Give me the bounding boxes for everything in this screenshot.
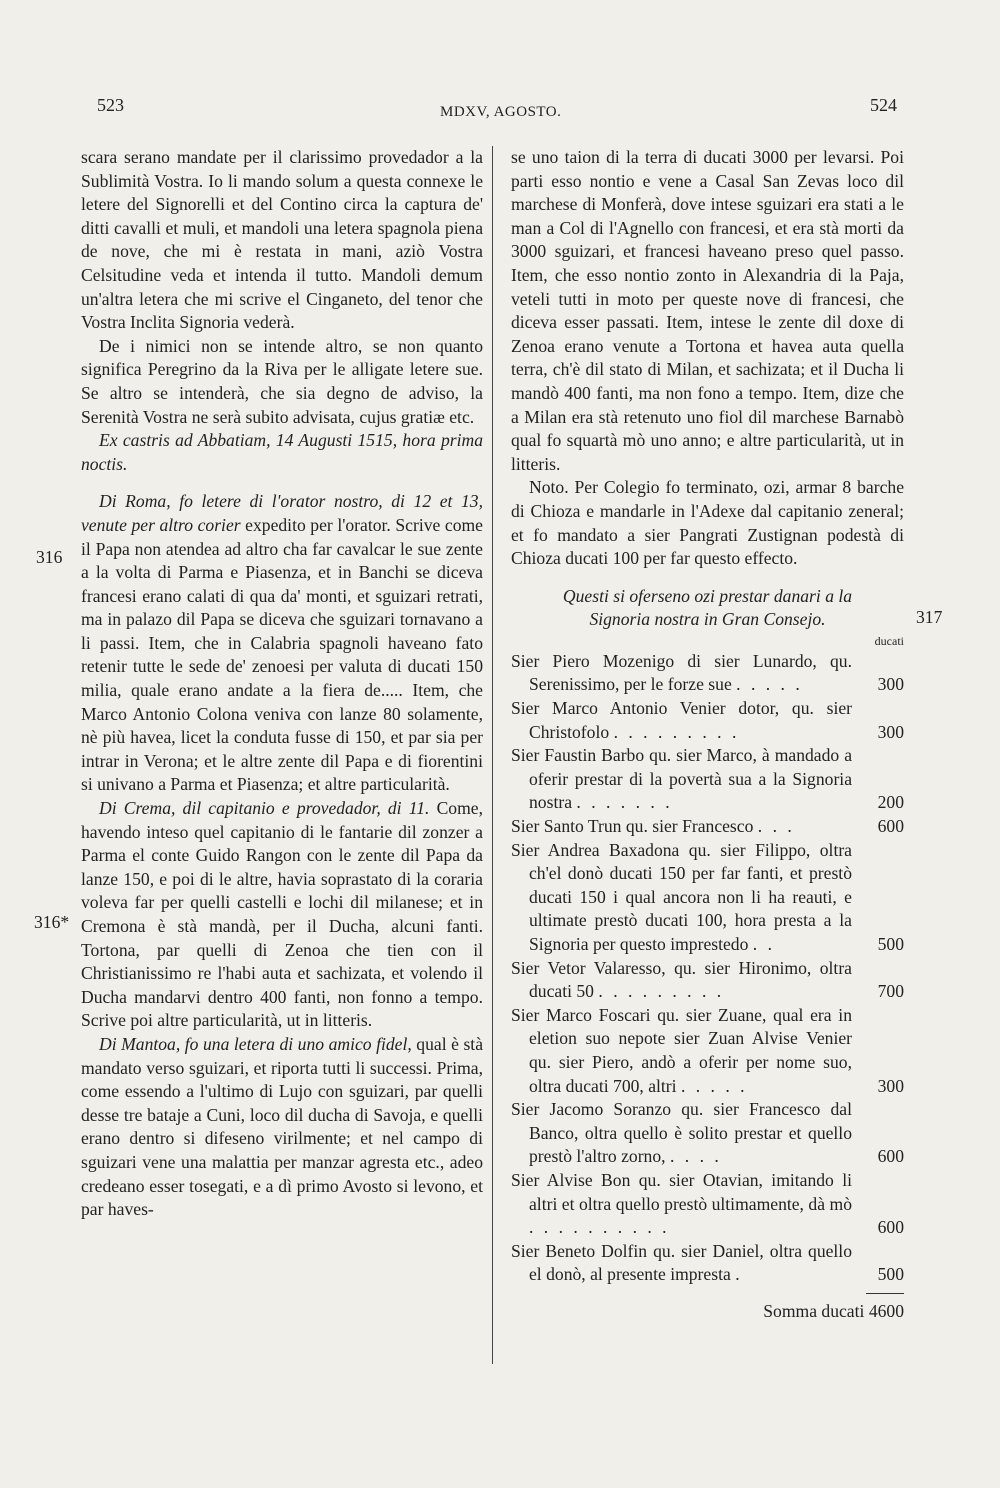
entry-amount: 300 [877, 674, 904, 695]
paragraph: Noto. Per Colegio fo terminato, ozi, armar 8 barche di Chioza e mandarle in l'Adexe dal capitanio zeneral; et fo mandato a sier Pangrati Zustignan podestà di Chioza ducati 100 per far questo effecto. [511, 477, 904, 569]
table-title: Questi si oferseno ozi prestar danari a la Signoria nostra in Gran Consejo. [562, 585, 853, 630]
entry-text: Sier Jacomo Soranzo qu. sier Francesco dal Banco, oltra quello è solito prestar et quello prestò l'altro zorno, [511, 1099, 852, 1167]
running-title: MDXV, AGOSTO. [440, 104, 562, 120]
leader-dots: . [735, 1264, 743, 1285]
ducati-column-label: ducati [874, 633, 904, 648]
loan-entry [511, 839, 904, 957]
page-number-left: 523 [97, 95, 124, 115]
paragraph [81, 490, 483, 797]
paragraph-text: qual è stà mandato verso sguizari, et riporta tutti li successi. Prima, come essendo a l'ultimo di Lujo con sguizari, par quelli desse tre bataje a Cuni, loco dil ducha di Savoja, e quelli erano dentro si difeseno virilmente; et nel campo di sguizari vene una malattia per manzar agresta etc., adeo credeano esser tosegati, e a dì primo Avosto si levono, et par haves- [81, 1033, 483, 1220]
paragraph [81, 797, 483, 1033]
loan-entry [511, 1169, 904, 1240]
entry-amount: 500 [877, 1264, 904, 1285]
entry-text: Sier Faustin Barbo qu. sier Marco, à mandado a oferir prestar di la povertà sua a la Signoria nostra [511, 745, 852, 813]
paragraph-heading: Di Crema, dil capitanio e provedador, di 11. [99, 798, 430, 819]
margin-number: 316* [34, 912, 70, 932]
entry-amount: 300 [877, 721, 904, 742]
left-column [81, 146, 483, 1222]
loan-entry [511, 1098, 904, 1169]
loan-entry [511, 1240, 904, 1287]
paragraph-text: Come, havendo inteso quel capitanio di le fantarie dil zonzer a Parma el conte Guido Rangon con le zente dil Papa da lanze 150, e poi di le altre, havia soprastato di la coraria voleva far per quelli castelli e lochi dil milanese; et in Cremona è stà mandà, per il Ducha, alcuni fanti. Tortona, par quelli di Zenoa che tien con il Christianissimo re l'habi auta et sachizata, et volendo il Ducha mandarvi dentro 400 fanti, non fonno a tempo. Scrive poi altre particularità, ut in litteris. [81, 798, 484, 1031]
entry-text: Sier Santo Trun qu. sier Francesco [511, 816, 754, 837]
entry-text: Sier Beneto Dolfin qu. sier Daniel, oltra quello el donò, al presente impresta [511, 1240, 852, 1285]
entry-amount: 200 [877, 792, 904, 813]
column-divider [492, 146, 493, 1364]
entry-amount: 600 [877, 1146, 904, 1167]
sum-rule [866, 1293, 904, 1294]
leader-dots: . . . . [669, 1146, 722, 1167]
leader-dots: . . . . . . . . . . [529, 1217, 670, 1238]
entry-text: Sier Marco Foscari qu. sier Zuane, qual era in eletion suo nepote sier Zuan Alvise Venier qu. sier Piero, andò a oferir per nome suo, oltra ducati 700, altri [511, 1004, 852, 1096]
entry-amount: 600 [877, 816, 904, 837]
leader-dots: . . [752, 934, 775, 954]
margin-number: 316 [36, 547, 63, 567]
leader-dots: . . . . . . . [576, 792, 673, 813]
total-value: 4600 [868, 1300, 904, 1321]
dateline: Ex castris ad Abbatiam, 14 Augusti 1515, hora prima noctis. [81, 430, 483, 474]
total-line [511, 1300, 904, 1324]
total-label: Somma ducati [763, 1300, 865, 1321]
paragraph-heading: Di Roma, fo letere di l'orator nostro, di 12 et 13, venute per altro corier [81, 491, 483, 535]
paragraph: se uno taion di la terra di ducati 3000 per levarsi. Poi parti esso nontio e vene a Casal San Zevas loco dil marchese di Monferà, dove intese sguizari era stati a le man a Col di l'Agnello con francesi, et era stà morti da 3000 sguizari, et francesi haveano preso quel passo. Item, che esso nontio zonto in Alexandria di la Paja, veteli tutti in moto per queste nove di francesi, che diceva esser passati. Item, intese le zente dil doxe di Zenoa erano venute a Tortona et havea auta quella terra, ch'è dil stato di Milan, et sachizata; et il Ducha li mandò 400 fanti, ma non fono a tempo. Item, dize che a Milan era stà retenuto uno fiol dil marchese Barnabò qual fo squartà mò uno anno; e altre particularità, ut in litteris. [511, 147, 904, 474]
entry-amount: 300 [877, 1075, 904, 1096]
leader-dots: . . . [757, 816, 795, 837]
loan-list [511, 650, 904, 1287]
leader-dots: . . . . . [680, 1075, 748, 1096]
entry-text: Sier Andrea Baxadona qu. sier Filippo, oltra ch'el donò ducati 150 per far fanti, et prestò ducati 150 i qual ancora non li ha reauti, e ultimate prestò ducati 100, hora presta a la Signoria per questo imprestedo [511, 839, 852, 954]
right-column [511, 146, 904, 1324]
loan-entry [511, 650, 904, 697]
paragraph-text: expedito per l'orator. Scrive come il Papa non atendea ad altro cha far cavalcar le sue zente a la volta di Parma e Piasenza, et in Banchi se diceva francesi erano calati di qua da' monti, et sguizari retrati, ma in palazo dil Papa se diceva che sguizari tornavano a li passi. Item, che in Calabria spagnoli haveano fato retenir tutte le sede de' zenoesi per valuta di ducati 150 milia, quale erano andate a la fiera de..... Item, che Marco Antonio Colona veniva con lanze 80 solamente, nè più havea, licet la conduta fusse di 150, et par sia per intrar in Verona; et le altre zente dil Papa e di fiorentini si univano a Parma et Piasenza; et altre particularità. [81, 514, 483, 795]
margin-number: 317 [916, 607, 943, 627]
leader-dots: . . . . . . . . . [598, 981, 725, 1002]
entry-amount: 600 [877, 1217, 904, 1238]
loan-entry [511, 744, 904, 815]
entry-text: Sier Marco Antonio Venier dotor, qu. sier Christofolo [511, 698, 852, 742]
loan-entry [511, 957, 904, 1004]
paragraph: scara serano mandate per il clarissimo provedador a la Sublimità Vostra. Io li mando solum a questa connexe le letere del Signorelli et del Contino circa la captura de' ditti cavalli et muli, et mandoli una letera spagnola piena de nove, che mi è restata in mani, aziò Vostra Celsitudine veda et intenda il tutto. Mandoli demum un'altra letera che mi scrive el Cinganeto, del tenor che Vostra Inclita Signoria vederà. [81, 147, 483, 333]
loan-entry [511, 1004, 904, 1098]
leader-dots: . . . . . [736, 674, 803, 695]
entry-text: Sier Vetor Valaresso, qu. sier Hironimo, oltra ducati 50 [511, 957, 852, 1002]
entry-amount: 700 [877, 981, 904, 1002]
loan-entry [511, 815, 904, 839]
entry-text: Sier Alvise Bon qu. sier Otavian, imitando li altri et oltra quello prestò ultimamente, dà mò [511, 1169, 852, 1214]
paragraph-heading: Di Mantoa, fo una letera di uno amico fidel, [99, 1033, 412, 1054]
loan-entry [511, 697, 904, 744]
leader-dots: . . . . . . . . . [613, 721, 740, 742]
page-number-right: 524 [870, 95, 897, 115]
entry-amount: 500 [877, 934, 904, 954]
paragraph [81, 1033, 483, 1222]
paragraph: De i nimici non se intende altro, se non quanto significa Peregrino da la Riva per le alligate letere sue. Se altro se intenderà, che sia degno de adviso, la Serenità Vostra ne serà subito advisata, cujus gratiæ etc. [81, 335, 483, 427]
entry-text: Sier Piero Mozenigo di sier Lunardo, qu. Serenissimo, per le forze sue [511, 650, 852, 695]
